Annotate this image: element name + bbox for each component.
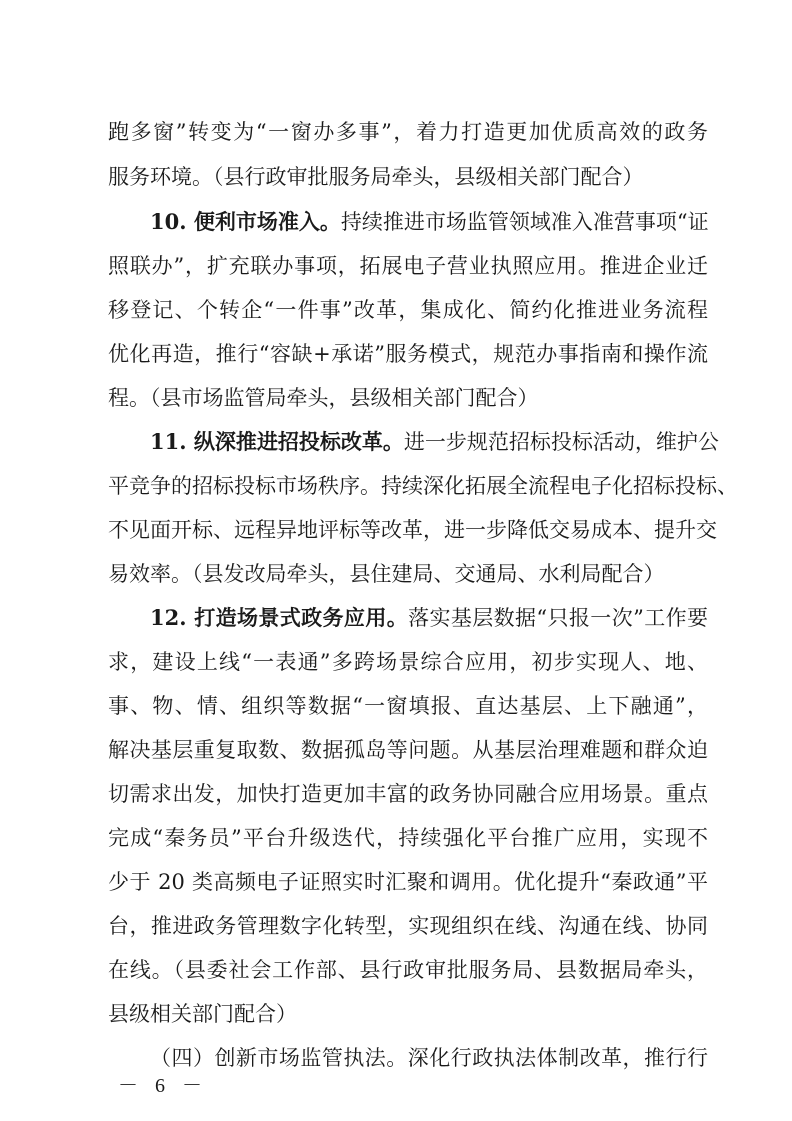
paragraph-line: 不见面开标、远程异地评标等改革，进一步降低交易成本、提升交 bbox=[108, 518, 717, 542]
section-4-heading-line: （四）创新市场监管执法。深化行政执法体制改革，推行行 bbox=[150, 1046, 708, 1070]
paragraph-line: 服务环境。（县行政审批服务局牵头，县级相关部门配合） bbox=[108, 165, 644, 189]
section-10-heading: 10. 便利市场准入。 bbox=[150, 209, 341, 234]
paragraph-line: 易效率。（县发改局牵头，县住建局、交通局、水利局配合） bbox=[108, 562, 665, 586]
section-10-heading-line: 10. 便利市场准入。持续推进市场监管领域准入准营事项“证 bbox=[150, 209, 709, 234]
section-12-heading: 12. 打造场景式政务应用。 bbox=[150, 605, 409, 630]
paragraph-line: 跑多窗”转变为“一窗办多事”，着力打造更加优质高效的政务 bbox=[108, 120, 708, 144]
section-11-heading: 11. 纵深推进招投标改革。 bbox=[150, 429, 404, 454]
section-12-heading-line: 12. 打造场景式政务应用。落实基层数据“只报一次”工作要 bbox=[150, 605, 708, 630]
paragraph-line: 程。（县市场监管局牵头，县级相关部门配合） bbox=[108, 386, 539, 410]
paragraph-line: 求，建设上线“一表通”多跨场景综合应用，初步实现人、地、 bbox=[108, 650, 708, 674]
paragraph-line: 移登记、个转企“一件事”改革，集成化、简约化推进业务流程 bbox=[108, 298, 708, 322]
paragraph-line: 台，推进政务管理数字化转型，实现组织在线、沟通在线、协同 bbox=[108, 914, 708, 938]
paragraph-line: 解决基层重复取数、数据孤岛等问题。从基层治理难题和群众迫 bbox=[108, 738, 708, 762]
paragraph-line: 照联办”，扩充联办事项，拓展电子营业执照应用。推进企业迁 bbox=[108, 254, 708, 278]
section-11-heading-line: 11. 纵深推进招投标改革。进一步规范招标投标活动，维护公 bbox=[150, 429, 719, 454]
paragraph-line: 县级相关部门配合） bbox=[108, 1002, 297, 1026]
paragraph-line: 优化再造，推行“容缺+承诺”服务模式，规范办事指南和操作流 bbox=[108, 342, 708, 366]
paragraph-line: 完成“秦务员”平台升级迭代，持续强化平台推广应用，实现不 bbox=[108, 826, 708, 850]
page-number: － 6 － bbox=[118, 1075, 208, 1097]
paragraph-line: 事、物、情、组织等数据“一窗填报、直达基层、上下融通”， bbox=[108, 694, 708, 718]
paragraph-line: 切需求出发，加快打造更加丰富的政务协同融合应用场景。重点 bbox=[108, 782, 708, 806]
paragraph-line: 在线。（县委社会工作部、县行政审批服务局、县数据局牵头， bbox=[108, 958, 708, 982]
paragraph-line: 平竞争的招标投标市场秩序。持续深化拓展全流程电子化招标投标、 bbox=[108, 474, 738, 498]
paragraph-line: 少于 20 类高频电子证照实时汇聚和调用。优化提升“秦政通”平 bbox=[108, 870, 708, 894]
